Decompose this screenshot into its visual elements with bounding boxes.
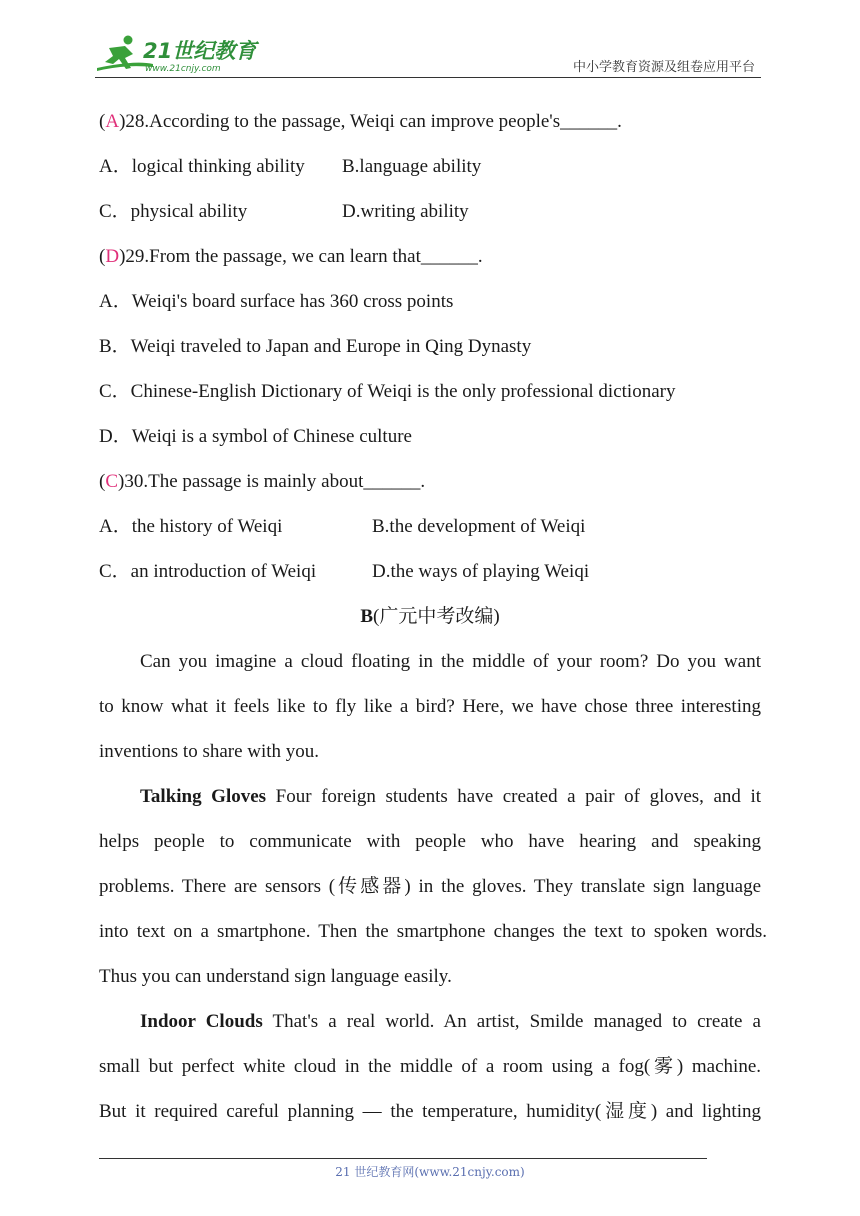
q28-option-c: C．physical ability: [99, 201, 248, 222]
svg-text:www.21cnjy.com: www.21cnjy.com: [145, 64, 221, 74]
gloves-line: into text on a smartphone. Then the smartphone changes the text to spoken words.: [99, 921, 767, 942]
answer-30: C: [105, 471, 119, 492]
gloves-line: Thus you can understand sign language easily.: [99, 966, 452, 987]
gloves-line: Four foreign students have created a pair of gloves, and it: [275, 786, 762, 807]
q28-options-row2: [99, 200, 799, 224]
q30-options-row1: [99, 515, 799, 539]
q30-option-b: B.the development of Weiqi: [372, 516, 586, 537]
platform-name: 中小学教育资源及组卷应用平台: [572, 60, 755, 75]
section-source: (广元中考改编): [373, 606, 500, 627]
q28-options-row1: [99, 155, 799, 179]
intro-line: to know what it feels like to fly like a bird? Here, we have chose three interesting: [99, 696, 761, 717]
question-29-stem: 29.From the passage, we can learn that______.: [125, 246, 483, 267]
svg-text:21世纪教育: 21世纪教育: [143, 39, 257, 63]
logo: [95, 34, 265, 74]
section-letter: B: [360, 606, 374, 627]
q29-option-d: D．Weiqi is a symbol of Chinese culture: [99, 426, 412, 447]
clouds-line: That's a real world. An artist, Smilde managed to create a: [272, 1011, 761, 1032]
q28-option-d: D.writing ability: [342, 201, 469, 222]
gloves-line: problems. There are sensors (传感器) in the gloves. They translate sign language: [99, 876, 761, 897]
page-header: [95, 30, 761, 78]
clouds-title: Indoor Clouds: [140, 1011, 263, 1032]
runner-icon: [95, 34, 265, 74]
header-divider: [95, 77, 761, 78]
q30-option-c: C．an introduction of Weiqi: [99, 561, 317, 582]
clouds-line: small but perfect white cloud in the middle of a room using a fog(雾) machine.: [99, 1056, 761, 1077]
clouds-line: But it required careful planning — the temperature, humidity(湿度) and lighting: [99, 1101, 761, 1122]
answer-29: D: [105, 246, 120, 267]
q28-option-a: A．logical thinking ability: [99, 156, 305, 177]
q29-option-c: C．Chinese-English Dictionary of Weiqi is the only professional dictionary: [99, 381, 676, 402]
gloves-line: helps people to communicate with people who have hearing and speaking: [99, 831, 761, 852]
q30-option-d: D.the ways of playing Weiqi: [372, 561, 590, 582]
question-28-stem: 28.According to the passage, Weiqi can improve people's______.: [125, 111, 622, 132]
clouds-first-line: [140, 1010, 761, 1034]
answer-28: A: [105, 111, 120, 132]
gloves-first-line: [140, 785, 761, 809]
intro-line: Can you imagine a cloud floating in the middle of your room? Do you want: [140, 651, 761, 672]
q28-option-b: B.language ability: [342, 156, 482, 177]
page-footer: 21 世纪教育网(www.21cnjy.com): [335, 1165, 525, 1179]
question-30: (C)30.The passage is mainly about______.: [99, 471, 426, 492]
question-28: (A)28.According to the passage, Weiqi can improve people's______.: [99, 111, 622, 132]
q30-options-row2: [99, 560, 799, 584]
gloves-title: Talking Gloves: [140, 786, 267, 807]
intro-line: inventions to share with you.: [99, 741, 320, 762]
q29-option-a: A．Weiqi's board surface has 360 cross points: [99, 291, 454, 312]
q29-option-b: B．Weiqi traveled to Japan and Europe in Qing Dynasty: [99, 336, 532, 357]
footer-divider: [99, 1158, 707, 1159]
q30-option-a: A．the history of Weiqi: [99, 516, 283, 537]
question-30-stem: 30.The passage is mainly about______.: [124, 471, 426, 492]
section-b-title: [0, 605, 860, 629]
question-29: (D)29.From the passage, we can learn that______.: [99, 246, 483, 267]
